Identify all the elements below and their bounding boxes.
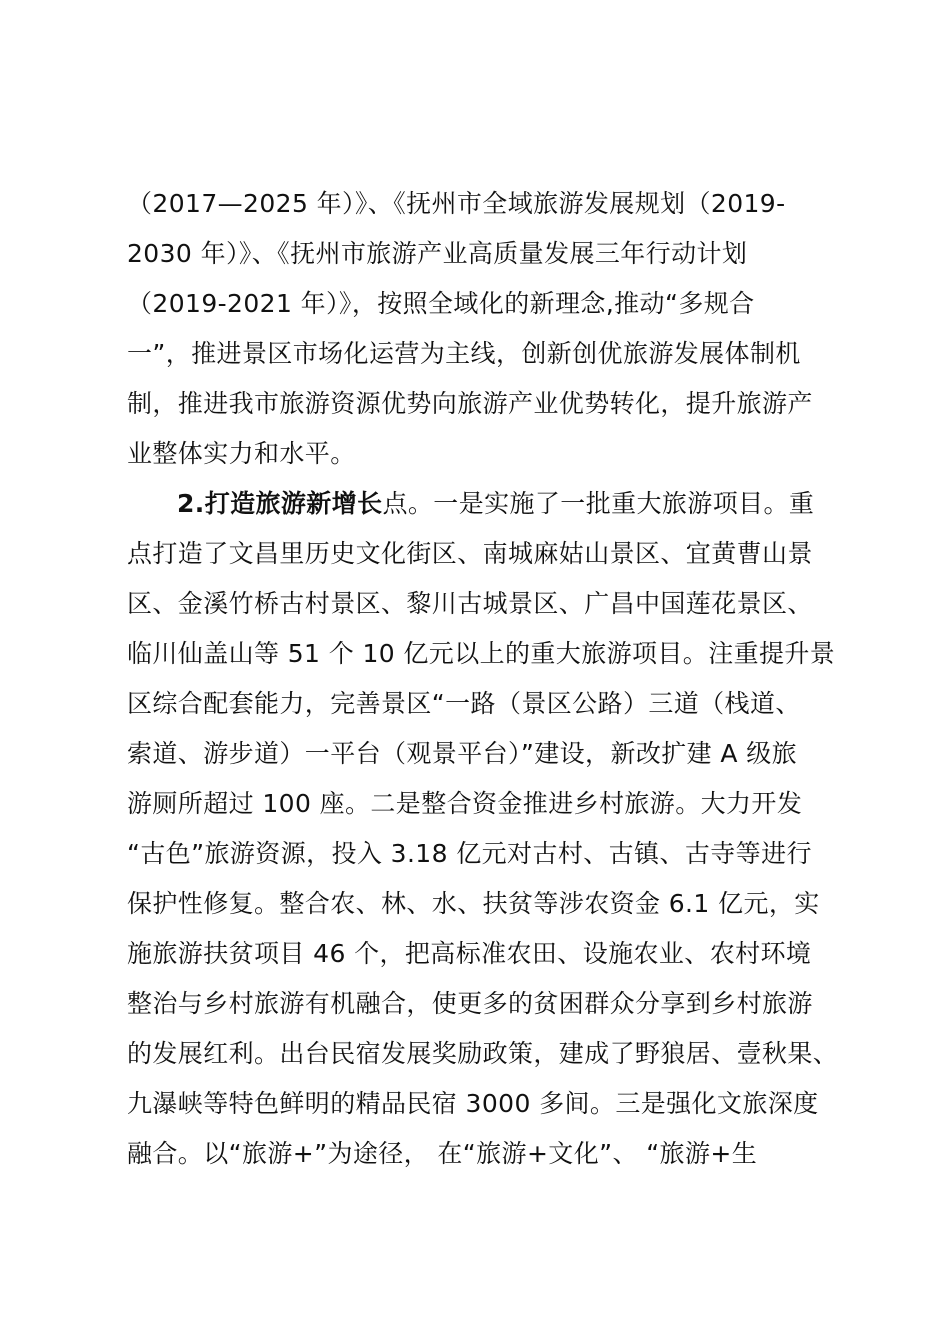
paragraph-line: 2030 年）》、《抚州市旅游产业高质量发展三年行动计划	[127, 239, 748, 268]
paragraph-line: 制，推进我市旅游资源优势向旅游产业优势转化，提升旅游产	[127, 389, 813, 418]
paragraph-line: 的发展红利。出台民宿发展奖励政策，建成了野狼居、壹秋果、	[127, 1039, 839, 1068]
paragraph-line: “古色”旅游资源，投入 3.18 亿元对古村、古镇、古寺等进行	[127, 839, 812, 868]
paragraph-line: 点打造了文昌里历史文化街区、南城麻姑山景区、宜黄曹山景	[127, 539, 813, 568]
paragraph-line: 九瀑峡等特色鲜明的精品民宿 3000 多间。三是强化文旅深度	[127, 1089, 819, 1118]
paragraph-line: 临川仙盖山等 51 个 10 亿元以上的重大旅游项目。注重提升景	[127, 639, 836, 668]
section-heading: 2.打造旅游新增长	[177, 489, 383, 518]
paragraph-line-rest: 点。一是实施了一批重大旅游项目。重	[382, 489, 815, 518]
paragraph-line: 整治与乡村旅游有机融合，使更多的贫困群众分享到乡村旅游	[127, 989, 813, 1018]
paragraph-line: 一”，推进景区市场化运营为主线，创新创优旅游发展体制机	[127, 339, 801, 368]
paragraph-line: 索道、游步道）一平台（观景平台）”建设，新改扩建 A 级旅	[127, 739, 798, 768]
paragraph-line: 融合。以“旅游+”为途径， 在“旅游+文化”、 “旅游+生	[127, 1139, 758, 1168]
paragraph-line: 游厕所超过 100 座。二是整合资金推进乡村旅游。大力开发	[127, 789, 803, 818]
paragraph-line: （2019-2021 年）》，按照全域化的新理念,推动“多规合	[127, 289, 755, 318]
paragraph-first-line	[127, 479, 837, 529]
paragraph-line: 保护性修复。整合农、林、水、扶贫等涉农资金 6.1 亿元，实	[127, 889, 820, 918]
paragraph-2	[127, 479, 837, 1179]
paragraph-line: 区综合配套能力，完善景区“一路（景区公路）三道（栈道、	[127, 689, 801, 718]
paragraph-1	[127, 179, 837, 479]
paragraph-line: （2017—2025 年）》、《抚州市全域旅游发展规划（2019-	[127, 189, 786, 218]
paragraph-line: 业整体实力和水平。	[127, 439, 356, 468]
paragraph-line: 施旅游扶贫项目 46 个，把高标准农田、设施农业、农村环境	[127, 939, 812, 968]
paragraph-line: 区、金溪竹桥古村景区、黎川古城景区、广昌中国莲花景区、	[127, 589, 813, 618]
